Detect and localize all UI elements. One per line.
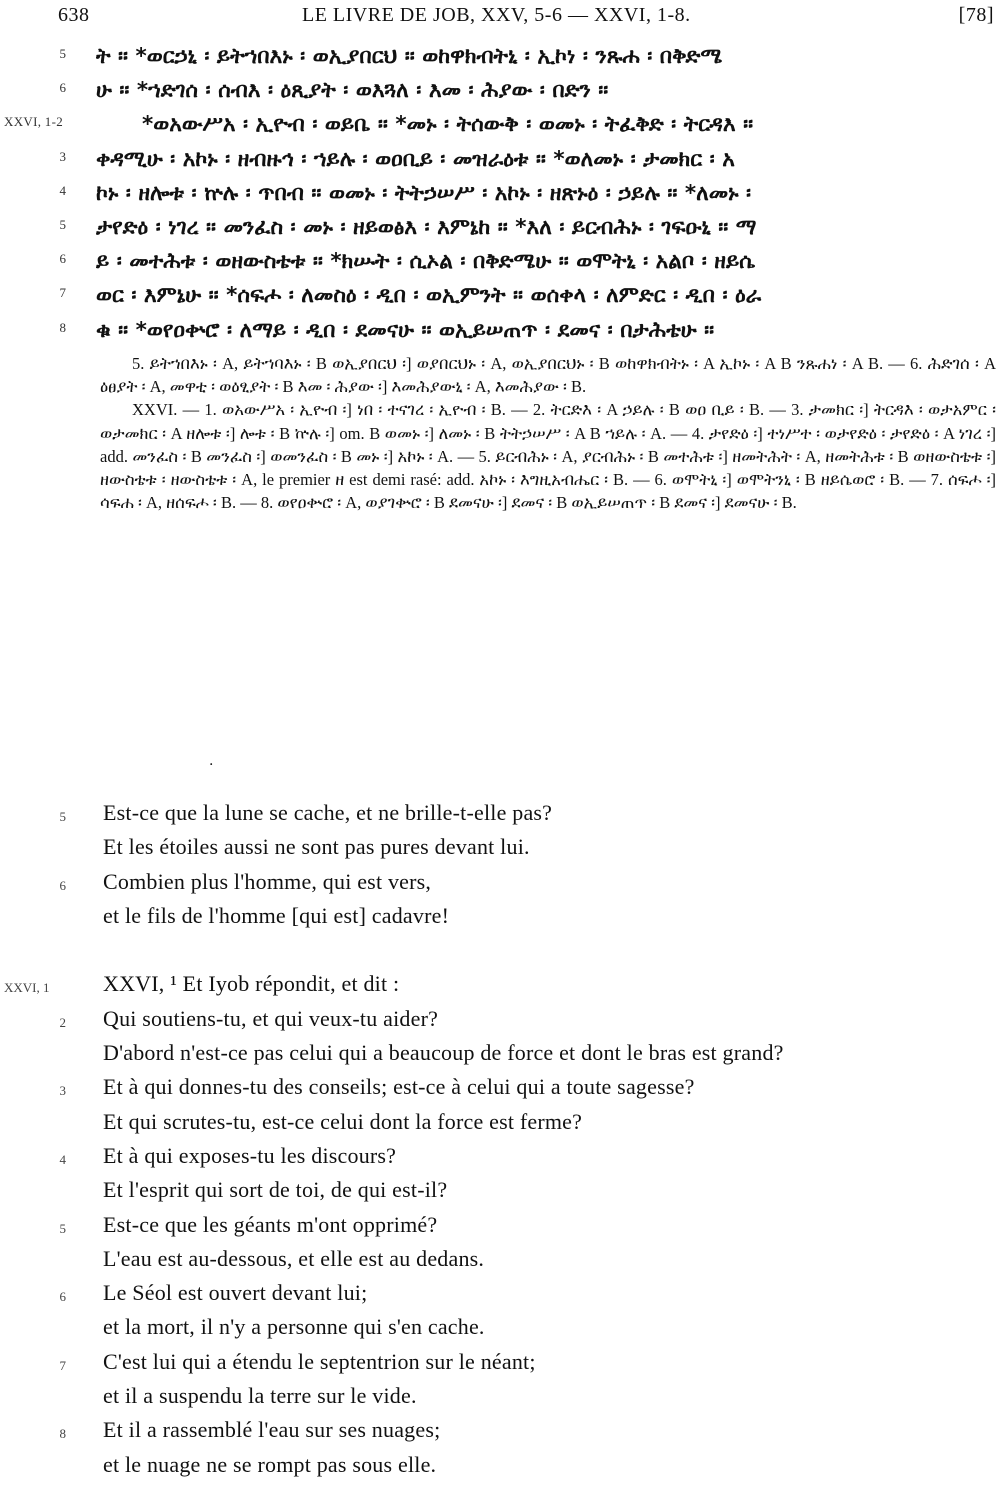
verse-number: 2 (59, 1014, 66, 1030)
translation-text: Et qui scrutes-tu, est-ce celui dont la force est ferme? (103, 1108, 583, 1134)
translation-line (0, 867, 1000, 901)
ethiopic-line (0, 76, 1000, 110)
verse-number: 7 (59, 285, 66, 301)
verse-number: 3 (59, 1083, 66, 1099)
verse-number: 6 (59, 251, 66, 267)
translation-line (0, 1312, 1000, 1346)
translation-line (0, 1004, 1000, 1038)
translation-text: Et les étoiles aussi ne sont pas pures devant lui. (103, 834, 530, 860)
page-number: 638 (58, 4, 90, 26)
apparatus-paragraph: XXVI. — 1. ወአውሥአ ፡ ኢዮብ ፡] ነበ ፡ ተናገረ ፡ ኢዮብ ፡ B. — 2. ትርድእ ፡ A ኃይሉ ፡ B ወዐ ቢይ ፡ B. — 3. ታመክር ፡] ትርዳእ ፡ ወታአምር ፡ ወታመክር ፡ A ዘሎቱ ፡] ሎቱ ፡ B ኵሉ ፡] om. B ወመኑ ፡] ለመኑ ፡ B ትትኃሠሥ ፡ A B ኀይሉ ፡ A. — 4. ታየድዕ ፡] ተነሥተ ፡ ወታየድዕ ፡ ታየድዕ ፡ A ነገረ ፡] add. መንፈስ ፡ B መንፈስ ፡] ወመንፈስ ፡ B መኑ ፡] አኮኑ ፡ A. — 5. ይርብሕኑ ፡ A, ያርብሕኑ ፡ B መተሕቱ ፡] ዘመትሕት ፡ A, ዘመትሕቱ ፡ B ወዘውስቴቱ ፡] ዘውስቴቱ ፡ ዘውስቴቱ ፡ A, le premier ዘ est demi rasé: add. አኮኑ ፡ እግዚአብሔር ፡ B. — 6. ወሞትኒ ፡] ወሞትንኒ ፡ B ዘይሴወሮ ፡ B. — 7. ሰፍሖ ፡] ሳፍሐ ፡ A, ዘሰፍሖ ፡ B. — 8. ወየዐቍሮ ፡ A, ወያገቍሮ ፡ B ደመናሁ ፡] ደመና ፡ B ወኢይሠጠጥ ፡ B ደመና ፡] ደመናሁ ፡ B. (100, 400, 996, 513)
verse-number: 6 (59, 877, 66, 893)
ethiopic-line (0, 110, 1000, 144)
translation-text: Combien plus l'homme, qui est vers, (103, 868, 432, 894)
translation-text: et la mort, il n'y a personne qui s'en cache. (103, 1314, 485, 1340)
section-gap (0, 935, 1000, 969)
verse-number: 5 (59, 216, 66, 232)
verse-number: 8 (59, 1426, 66, 1442)
apparatus-paragraph: 5. ይትኀበእኑ ፡ A, ይትኀባእኑ ፡ B ወኢያበርህ ፡] ወያበርህኑ ፡ A, ወኢያበርህኑ ፡ B ወከዋክብትኑ ፡ A ኢኮኑ ፡ A B ንጹሐነ ፡ A B. — 6. ሕድገሰ ፡ A ዕፀያት ፡ A, መዋቲ ፡ ወዕፂያት ፡ B እመ ፡ ሕያው ፡] እመሕያውኒ ፡ A, እመሕያው ፡ B. (100, 354, 996, 397)
translation-line (0, 1278, 1000, 1312)
translation-line (0, 1415, 1000, 1449)
ethiopic-line-text: ቁ ። *ወየዐቍሮ ፡ ለማይ ፡ ዲበ ፡ ደመናሁ ። ወኢይሠጠጥ ፡ ደመና ፡ በታሕቴሁ ። (96, 317, 715, 343)
verse-number: 5 (59, 1220, 66, 1236)
ethiopic-line-text: ኮኑ ፡ ዘሎቱ ፡ ኵሉ ፡ ጥበብ ። ወመኑ ፡ ትትኃሠሥ ፡ አኮኑ ፡ ዘጽኑዕ ፡ ኃይሉ ። *ለመኑ ፡ (96, 180, 752, 206)
translation-text: Est-ce que les géants m'ont opprimé? (103, 1211, 438, 1237)
verse-number: 6 (59, 1289, 66, 1305)
translation-text: D'abord n'est-ce pas celui qui a beaucoup de force et dont le bras est grand? (103, 1040, 784, 1066)
translation-text: et le nuage ne se rompt pas sous elle. (103, 1451, 437, 1477)
translation-text: et il a suspendu la terre sur le vide. (103, 1383, 417, 1409)
translation-line (0, 1450, 1000, 1484)
ethiopic-line-text: ሁ ። *ኀድገሰ ፡ ሰብእ ፡ ዕጺያት ፡ ወእጓለ ፡ እመ ፡ ሕያው ፡ በድን ። (96, 78, 609, 104)
translation-text: L'eau est au-dessous, et elle est au dedans. (103, 1245, 485, 1271)
ethiopic-line-text: ታየድዕ ፡ ነገረ ። መንፈስ ፡ መኑ ፡ ዘይወፅእ ፡ እምኔከ ። *እለ ፡ ይርብሕኑ ፡ ገፍዑኒ ። ማ (96, 214, 757, 240)
translation-line (0, 1141, 1000, 1175)
translation-line (0, 1107, 1000, 1141)
verse-number: 5 (59, 809, 66, 824)
ethiopic-line (0, 247, 1000, 281)
verse-number: 4 (59, 1151, 66, 1167)
ethiopic-line (0, 281, 1000, 315)
verse-number: 4 (59, 182, 66, 198)
french-translation (0, 798, 1000, 1484)
translation-text: Et l'esprit qui sort de toi, de qui est-il? (103, 1177, 448, 1203)
stray-dot: · (209, 757, 214, 773)
translation-text: Et à qui donnes-tu des conseils; est-ce à celui qui a toute sagesse? (103, 1074, 695, 1100)
bracket-page-number: [78] (958, 4, 994, 26)
ethiopic-line-text: *ወአውሥአ ፡ ኢዮብ ፡ ወይቤ ። *መኑ ፡ ትሰውቅ ፡ ወመኑ ፡ ትፈቅድ ፡ ትርዳእ ። (142, 112, 754, 138)
translation-text: Et à qui exposes-tu les discours? (103, 1142, 397, 1168)
translation-line (0, 798, 1000, 832)
translation-line (0, 1072, 1000, 1106)
verse-number: 3 (59, 148, 66, 164)
translation-line (0, 1175, 1000, 1209)
ethiopic-line-text: ት ። *ወርኃኒ ፡ ይትኀበእኑ ፡ ወኢያበርህ ። ወከዋክብትኒ ፡ ኢኮነ ፡ ንጹሐ ፡ በቅድሜ (96, 44, 723, 69)
translation-line (0, 969, 1000, 1003)
verse-number: 8 (59, 319, 66, 335)
translation-line (0, 1038, 1000, 1072)
verse-number: 7 (59, 1357, 66, 1373)
ethiopic-line (0, 145, 1000, 179)
running-title: LE LIVRE DE JOB, XXV, 5-6 — XXVI, 1-8. (302, 4, 691, 26)
translation-line (0, 1244, 1000, 1278)
ethiopic-line (0, 213, 1000, 247)
ethiopic-line (0, 316, 1000, 350)
running-header (0, 4, 1000, 30)
translation-line (0, 1381, 1000, 1415)
ethiopic-line-text: ወር ፡ እምኔሁ ። *ሰፍሖ ፡ ለመስዕ ፡ ዲበ ፡ ወኢምንት ። ወሰቀላ ፡ ለምድር ፡ ዲበ ፡ ዕራ (96, 283, 762, 309)
translation-line (0, 901, 1000, 935)
translation-text: Qui soutiens-tu, et qui veux-tu aider? (103, 1005, 439, 1031)
chapter-reference: XXVI, 1 (4, 980, 50, 996)
translation-text: C'est lui qui a étendu le septentrion sur le néant; (103, 1348, 536, 1374)
translation-line (0, 1210, 1000, 1244)
ethiopic-text-block (0, 42, 1000, 350)
chapter-reference: XXVI, 1-2 (4, 114, 64, 130)
translation-line (0, 832, 1000, 866)
ethiopic-line (0, 179, 1000, 213)
translation-text: Et il a rassemblé l'eau sur ses nuages; (103, 1417, 441, 1443)
ethiopic-line (0, 42, 1000, 76)
verse-number: 5 (59, 46, 66, 61)
ethiopic-line-text: ቀዳሚሁ ፡ አኮኑ ፡ ዘብዙኅ ፡ ኀይሉ ፡ ወዐቢይ ፡ መዝራዕቱ ። *ወለመኑ ፡ ታመክር ፡ አ (96, 146, 735, 172)
verse-number: 6 (59, 80, 66, 96)
ethiopic-line-text: ይ ፡ መተሕቱ ፡ ወዘውስቴቱ ። *ክሡት ፡ ሲኦል ፡ በቅድሜሁ ። ወሞትኒ ፡ አልቦ ፡ ዘይሴ (96, 249, 756, 275)
translation-text: et le fils de l'homme [qui est] cadavre! (103, 902, 450, 928)
translation-text: Le Séol est ouvert devant lui; (103, 1280, 368, 1306)
translation-text: XXVI, ¹ Et Iyob répondit, et dit : (103, 971, 400, 997)
critical-apparatus (100, 352, 996, 514)
translation-text: Est-ce que la lune se cache, et ne brille-t-elle pas? (103, 800, 553, 825)
translation-line (0, 1347, 1000, 1381)
